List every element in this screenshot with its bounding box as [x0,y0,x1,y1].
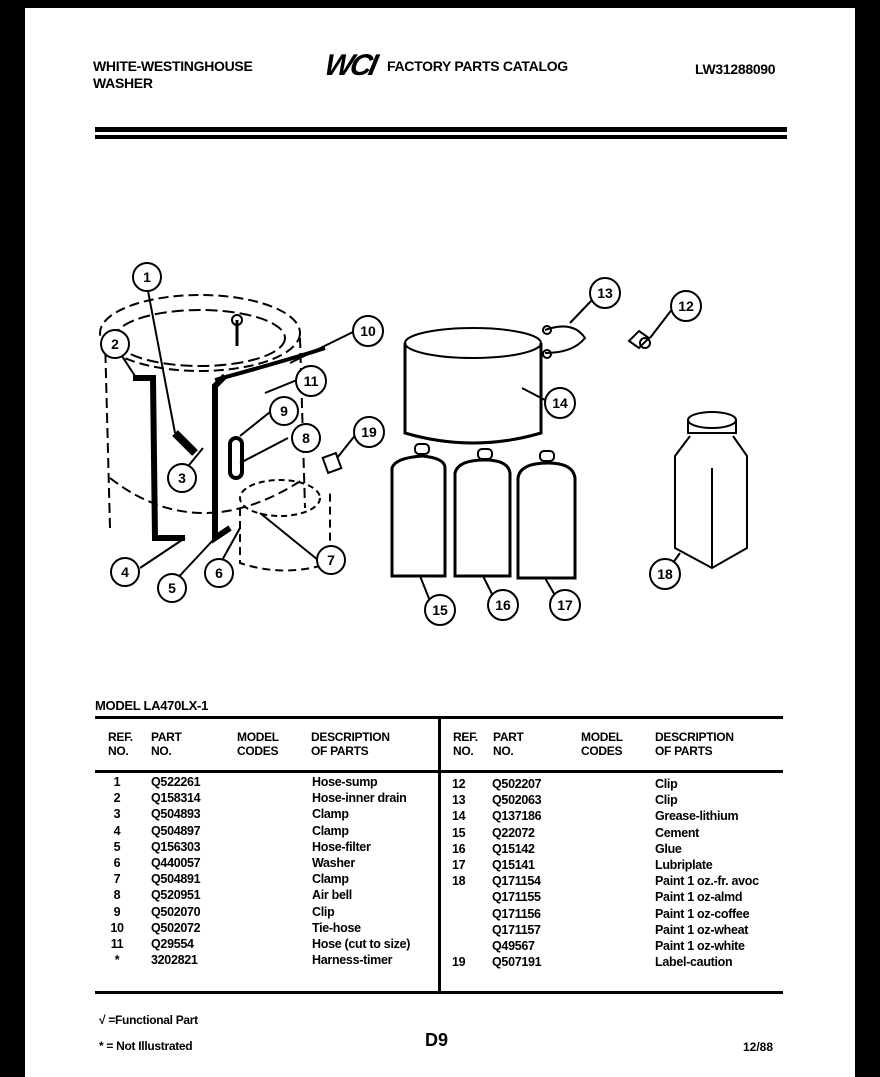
part-number: Q522261 [151,775,201,789]
svg-text:4: 4 [121,564,129,580]
part-number: Q15142 [492,841,535,856]
svg-text:7: 7 [327,552,335,568]
part-number: Q171156 [492,906,541,921]
svg-text:10: 10 [360,323,376,339]
part-number: Q137186 [492,809,542,824]
callout-7 [317,546,345,574]
paint-bottle-illustration [675,412,747,568]
part-number: Q507191 [492,955,542,970]
header-part-no-left: PART NO. [151,730,182,758]
part-number: Q504893 [151,807,201,822]
catalog-number: LW31288090 [695,61,776,77]
callout-2 [101,330,129,358]
part-number: Q22072 [492,825,535,840]
svg-text:11: 11 [303,373,319,389]
part-number: Q156303 [151,839,201,854]
part-number: Q171157 [492,922,541,937]
svg-text:13: 13 [597,285,613,301]
catalog-title: FACTORY PARTS CATALOG [387,58,568,74]
svg-text:6: 6 [215,565,223,581]
clip-12-illustration [629,331,650,348]
svg-text:19: 19 [361,424,377,440]
callout-15 [425,595,455,625]
header-model-codes-right: MODEL CODES [581,730,623,758]
header-ref-no-left: REF. NO. [108,730,133,758]
callout-16 [488,590,518,620]
svg-text:2: 2 [111,336,119,352]
part-number: Q520951 [151,888,201,903]
callout-3 [168,464,196,492]
header-ref-no-right: REF. NO. [453,730,478,758]
svg-text:16: 16 [495,597,511,613]
part-number: Q502070 [151,904,201,919]
wci-logo: WCI [321,49,378,82]
svg-text:9: 9 [280,403,288,419]
svg-text:5: 5 [168,580,176,596]
svg-text:3: 3 [178,470,186,486]
tubes-illustration [392,444,575,578]
header-description-right: DESCRIPTION OF PARTS [655,730,734,758]
svg-text:8: 8 [302,430,310,446]
right-ref-column: 12 13 14 15 16 17 18 19 [452,777,466,970]
left-ref-column: 1 2 3 4 5 6 7 8 9 10 11 * [110,775,124,968]
svg-text:14: 14 [552,395,568,411]
callout-1 [133,263,161,291]
callout-13 [590,278,620,308]
callout-10 [353,316,383,346]
callout-17 [550,590,580,620]
right-description-column: Clip Clip Grease-lithium Cement Glue Lubriplate Paint 1 oz.-fr. avoc Paint 1 oz-almd Paint 1 oz-coffee Paint 1 oz-wheat Paint 1 oz-white Label-caution [655,777,759,970]
header-part-no-right: PART NO. [493,730,524,758]
right-part-column [492,776,541,970]
part-number: Q29554 [151,937,194,952]
callout-14 [545,388,575,418]
part-number: Q502063 [492,793,542,808]
callout-6 [205,559,233,587]
header-description-left: DESCRIPTION OF PARTS [311,730,390,758]
callout-12 [671,291,701,321]
part-number: 3202821 [151,953,198,968]
grease-can-illustration [405,328,541,443]
part-number: Q440057 [151,856,201,871]
table-column-divider [438,716,441,991]
legend-functional-part: √ =Functional Part [99,1013,198,1027]
revision-date: 12/88 [743,1040,774,1054]
table-bottom-rule [95,991,783,994]
legend-not-illustrated: * = Not Illustrated [99,1039,193,1053]
part-number: Q504891 [151,872,201,887]
callout-18 [650,559,680,589]
callout-8 [292,424,320,452]
part-number: Q171154 [492,874,541,889]
svg-text:12: 12 [678,298,694,314]
callout-9 [270,397,298,425]
brand-name: WHITE-WESTINGHOUSE [93,58,253,74]
svg-text:1: 1 [143,269,151,285]
page-code: D9 [425,1030,449,1050]
part-number: Q504897 [151,823,201,838]
header-model-codes-left: MODEL CODES [237,730,279,758]
catalog-page [25,8,855,1077]
product-type: WASHER [93,75,153,91]
part-number: Q49567 [492,939,535,954]
callout-19 [354,417,384,447]
callout-leaders [120,291,680,606]
svg-text:17: 17 [557,597,573,613]
callout-11 [296,366,326,396]
part-number: Q502207 [492,777,542,791]
svg-text:18: 18 [657,566,673,582]
part-number: Q171155 [492,890,541,905]
left-description-column: Hose-sump Hose-inner drain Clamp Clamp Hose-filter Washer Clamp Air bell Clip Tie-hose Hose (cut to size) Harness-timer [312,775,411,968]
exploded-parts-diagram [25,8,855,688]
left-part-column [151,774,200,968]
part-number: Q15141 [492,858,535,873]
table-header-rule [95,770,783,773]
part-number: Q502072 [151,920,201,935]
model-number: MODEL LA470LX-1 [95,698,209,713]
clip-13-illustration [543,326,585,358]
svg-text:15: 15 [432,602,448,618]
callout-4 [111,558,139,586]
callout-5 [158,574,186,602]
part-number: Q158314 [151,791,201,806]
